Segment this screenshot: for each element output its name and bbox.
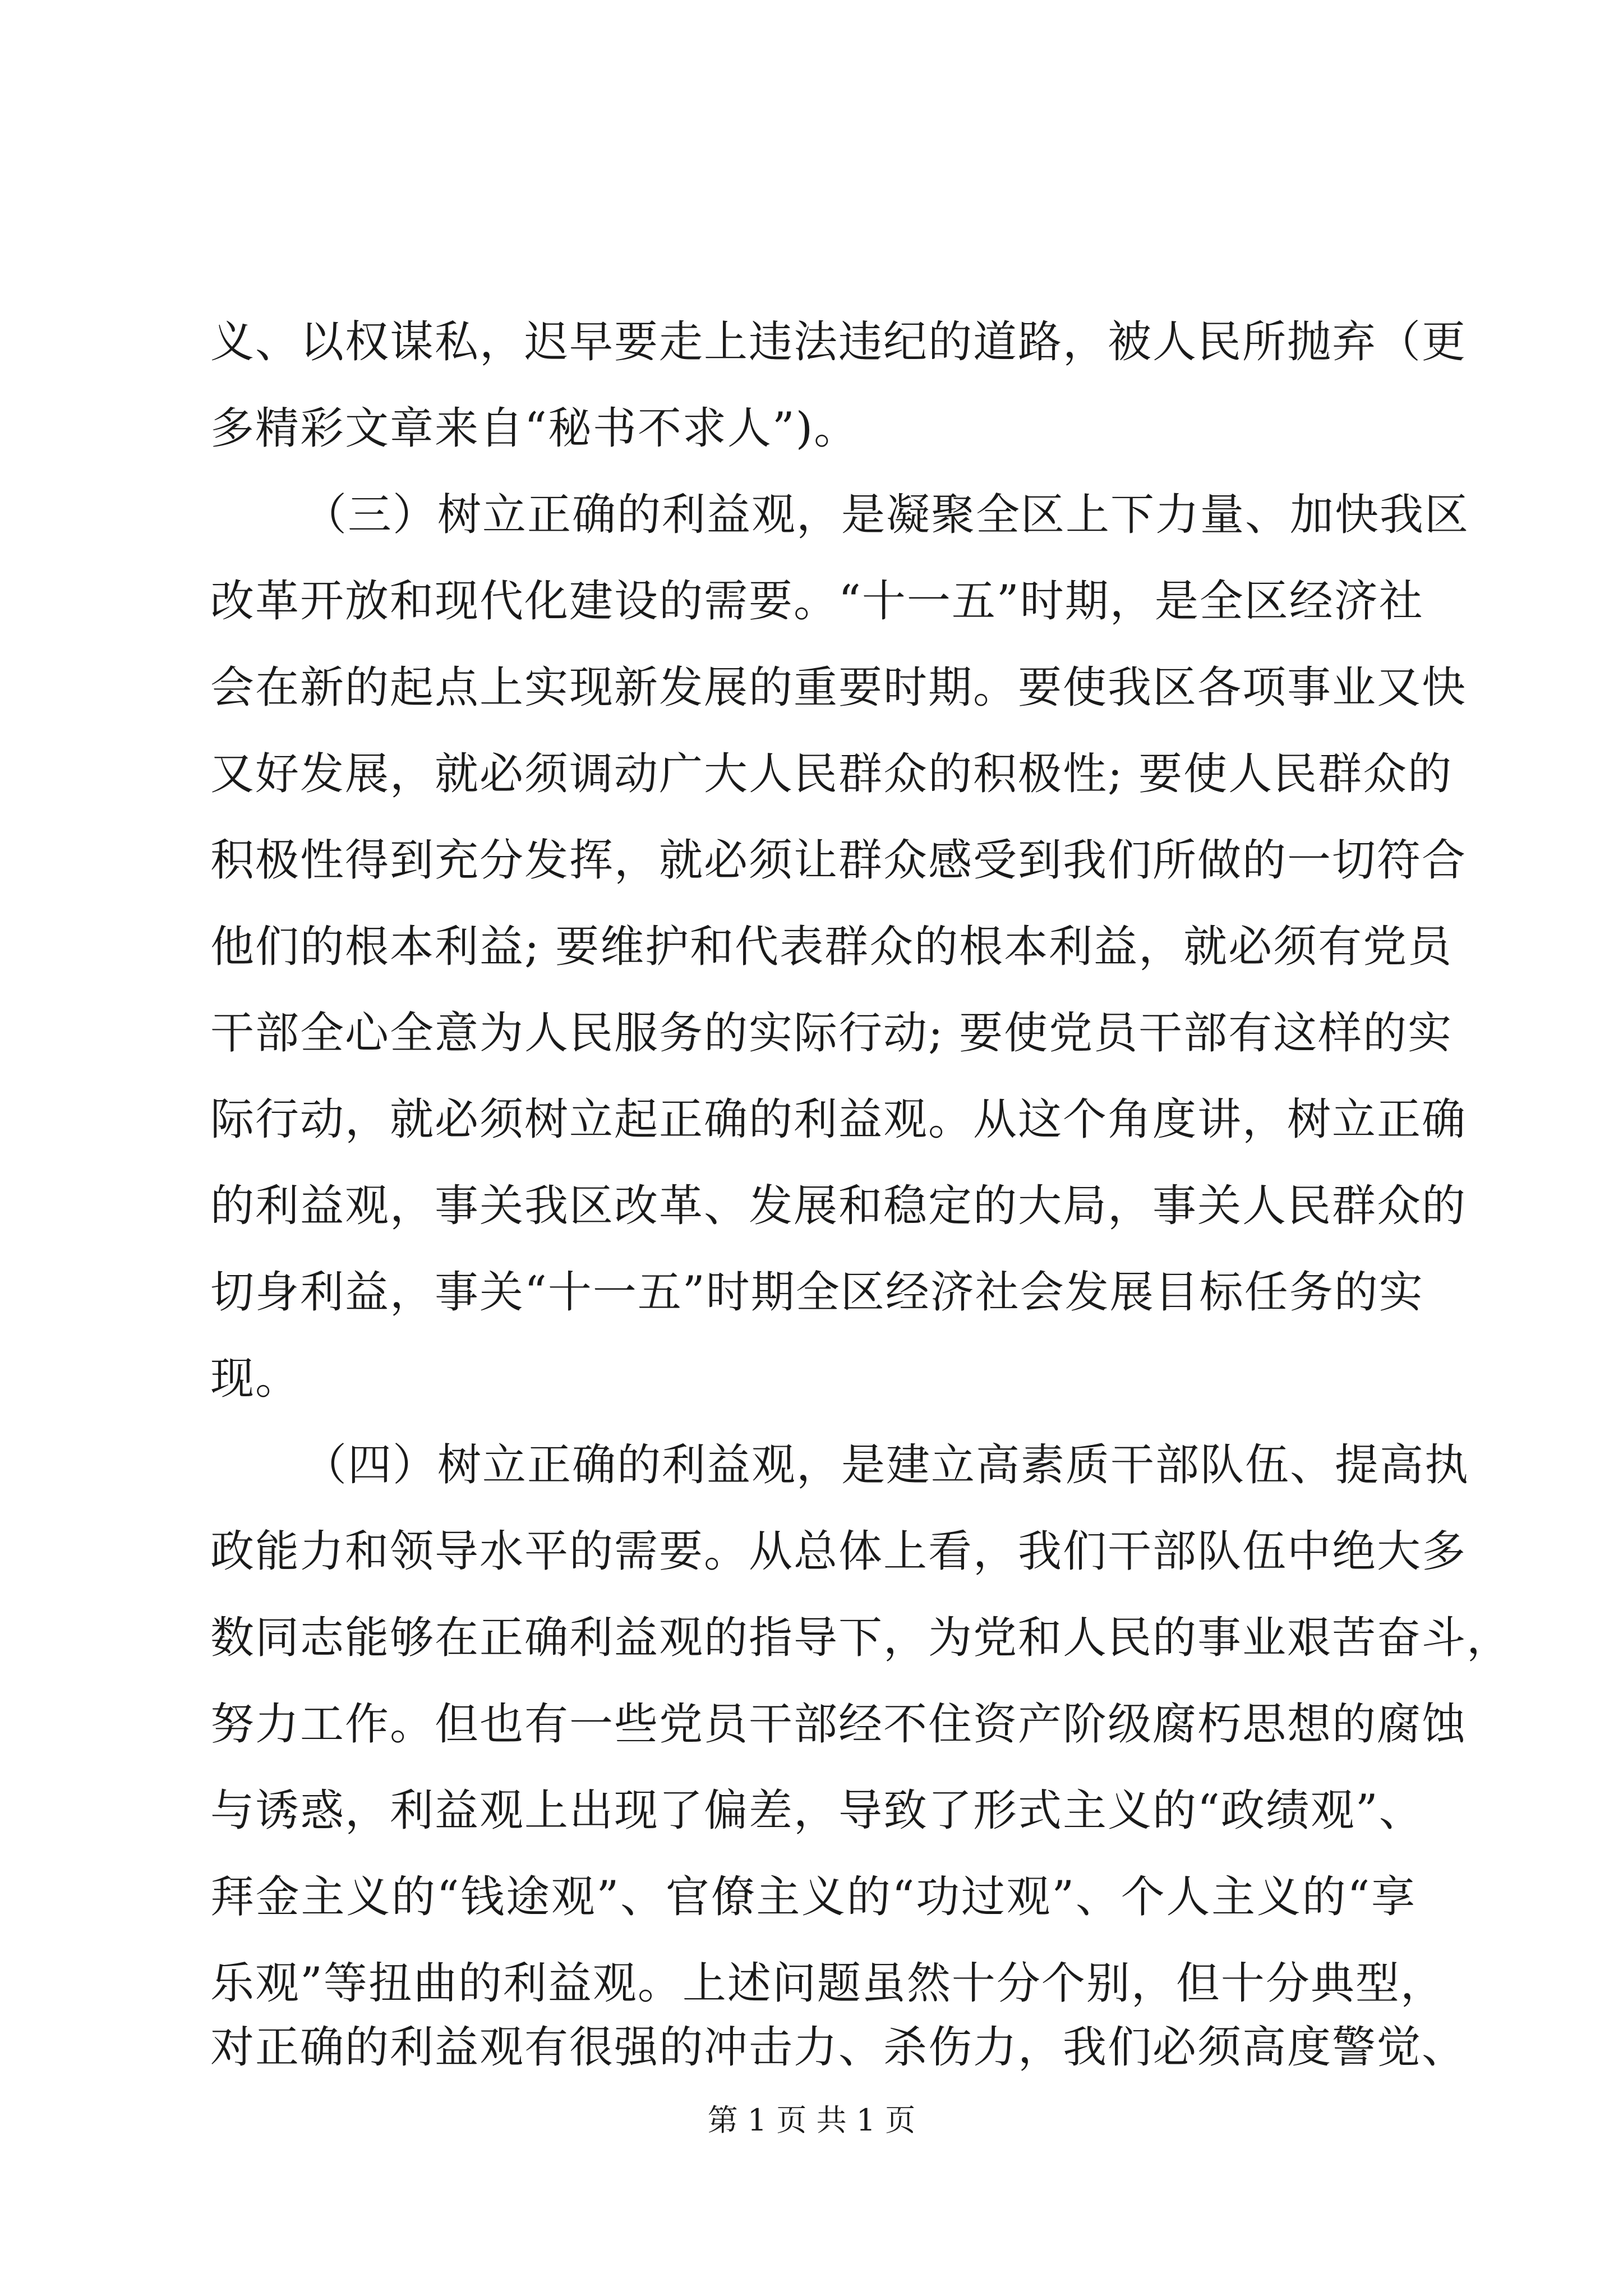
text-line: 他们的根本利益; 要维护和代表群众的根本利益，就必须有党员 [210, 922, 1453, 972]
text-line: 积极性得到充分发挥，就必须让群众感受到我们所做的一切符合 [210, 835, 1467, 886]
text-line: 切身利益，事关“十一五”时期全区经济社会发展目标任务的实 [210, 1267, 1424, 1318]
text-line: 努力工作。但也有一些党员干部经不住资产阶级腐朽思想的腐蚀 [210, 1699, 1467, 1750]
text-line: 义、以权谋私，迟早要走上违法违纪的道路，被人民所抛弃（更 [210, 317, 1467, 367]
text-line: 对正确的利益观有很强的冲击力、杀伤力，我们必须高度警觉、 [210, 2022, 1467, 2073]
text-line: 的利益观，事关我区改革、发展和稳定的大局，事关人民群众的 [210, 1181, 1467, 1231]
text-line: 数同志能够在正确利益观的指导下，为党和人民的事业艰苦奋斗， [210, 1613, 1512, 1663]
page-footer: 第 1 页 共 1 页 [707, 2102, 916, 2138]
paragraph-heading-4: （四）树立正确的利益观，是建立高素质干部队伍、提高执 [303, 1440, 1470, 1490]
text-line: 又好发展，就必须调动广大人民群众的积极性; 要使人民群众的 [210, 749, 1453, 799]
text-line: 改革开放和现代化建设的需要。“十一五”时期，是全区经济社 [210, 576, 1424, 627]
text-line: 与诱惑，利益观上出现了偏差，导致了形式主义的“政绩观”、 [210, 1786, 1424, 1836]
paragraph-heading-3: （三）树立正确的利益观，是凝聚全区上下力量、加快我区 [303, 490, 1470, 540]
text-line: 际行动，就必须树立起正确的利益观。从这个角度讲，树立正确 [210, 1094, 1467, 1145]
text-line: 干部全心全意为人民服务的实际行动; 要使党员干部有这样的实 [210, 1008, 1453, 1059]
text-line: 乐观”等扭曲的利益观。上述问题虽然十分个别，但十分典型， [210, 1958, 1445, 2009]
text-line: 政能力和领导水平的需要。从总体上看，我们干部队伍中绝大多 [210, 1526, 1467, 1577]
text-line: 会在新的起点上实现新发展的重要时期。要使我区各项事业又快 [210, 662, 1467, 713]
text-line: 多精彩文章来自“秘书不求人”)。 [210, 403, 859, 454]
text-line: 拜金主义的“钱途观”、官僚主义的“功过观”、个人主义的“享 [210, 1872, 1416, 1922]
text-line: 现。 [210, 1354, 301, 1404]
